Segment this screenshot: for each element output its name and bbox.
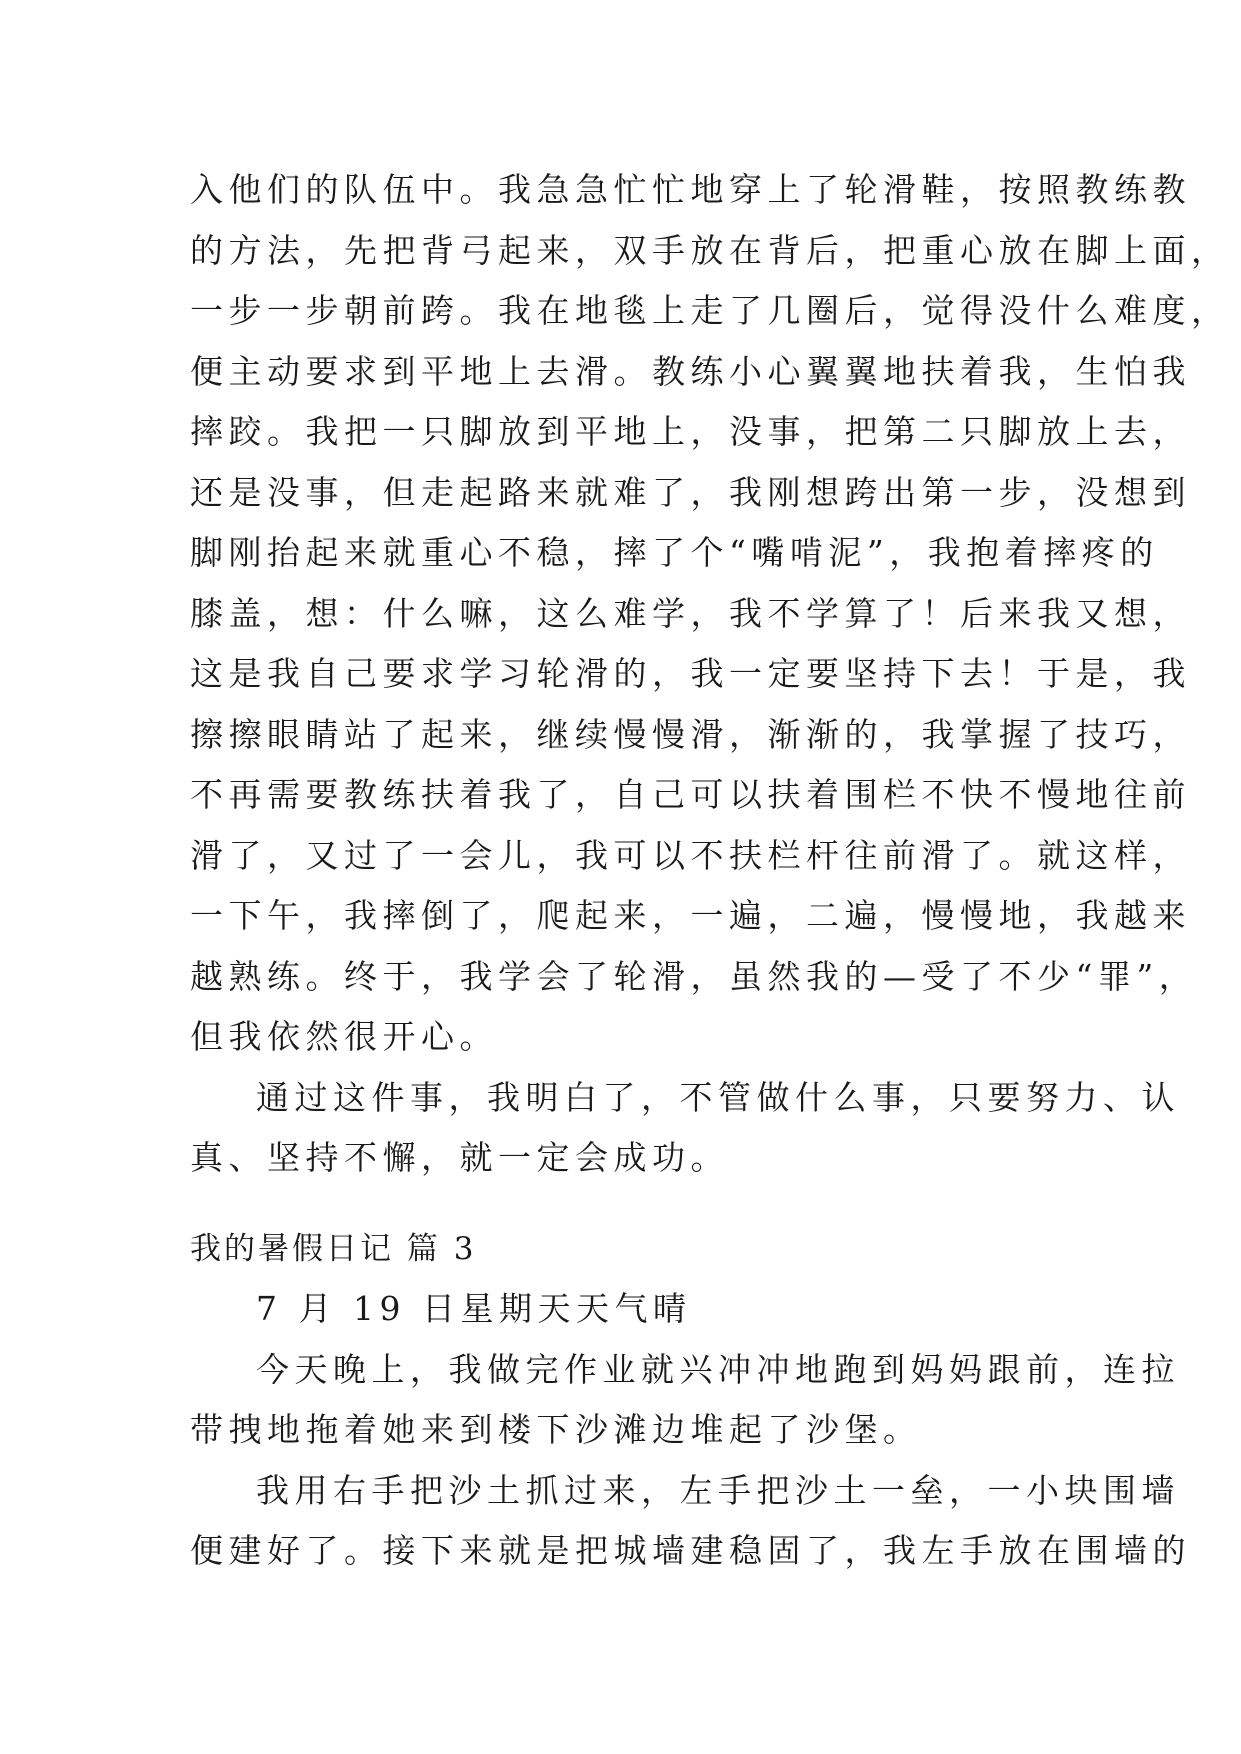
text-line: 越熟练。终于，我学会了轮滑，虽然我的—受了不少“罪”，: [190, 956, 1198, 996]
text-line: 摔跤。我把一只脚放到平地上，没事，把第二只脚放上去，: [190, 412, 1191, 451]
text-line: 滑了，又过了一会儿，我可以不扶栏杆往前滑了。就这样，: [190, 835, 1191, 875]
text-line: 今天晚上，我做完作业就兴冲冲地跑到妈妈跟前，连拉: [256, 1349, 1180, 1389]
text-line: 还是没事，但走起路来就难了，我刚想跨出第一步，没想到: [190, 472, 1191, 512]
document-page: [190, 160, 1230, 1582]
text-line: 便建好了。接下来就是把城墙建稳固了，我左手放在围墙的: [190, 1531, 1191, 1570]
text-line: 便主动要求到平地上去滑。教练小心翼翼地扶着我，生怕我: [190, 351, 1191, 391]
text-line: 这是我自己要求学习轮滑的，我一定要坚持下去！于是，我: [190, 654, 1191, 693]
paragraph-sandcastle: [190, 1461, 1191, 1582]
text-line: 擦擦眼睛站了起来，继续慢慢滑，渐渐的，我掌握了技巧，: [190, 714, 1191, 754]
text-line: 的方法，先把背弓起来，双手放在背后，把重心放在脚上面，: [190, 230, 1230, 270]
text-line: 但我依然很开心。: [190, 1017, 498, 1056]
section-spacer: [190, 1189, 1060, 1219]
section-heading: 我的暑假日记 篇 3: [190, 1230, 477, 1267]
text-line: 一下午，我摔倒了，爬起来，一遍，二遍，慢慢地，我越来: [190, 896, 1191, 935]
text-line: 一步一步朝前跨。我在地毯上走了几圈后，觉得没什么难度，: [190, 291, 1230, 330]
text-line: 通过这件事，我明白了，不管做什么事，只要努力、认: [256, 1077, 1180, 1117]
text-line: 膝盖，想：什么嘛，这么难学，我不学算了！后来我又想，: [190, 593, 1191, 633]
text-line: 真、坚持不懈，就一定会成功。: [190, 1138, 729, 1177]
paragraph-skating-story: [190, 160, 1230, 1068]
text-line: 带拽地拖着她来到楼下沙滩边堆起了沙堡。: [190, 1410, 922, 1449]
text-line: 不再需要教练扶着我了，自己可以扶着围栏不快不慢地往前: [190, 775, 1191, 814]
date-line: 7 月 19 日星期天天气晴: [256, 1289, 692, 1328]
paragraph-conclusion: [190, 1068, 1180, 1189]
text-line: 脚刚抬起来就重心不稳，摔了个“嘴啃泥”，我抱着摔疼的: [190, 533, 1159, 572]
text-line: 入他们的队伍中。我急急忙忙地穿上了轮滑鞋，按照教练教: [190, 170, 1191, 209]
text-line: 我用右手把沙土抓过来，左手把沙土一垒，一小块围墙: [256, 1470, 1180, 1510]
paragraph-evening: [190, 1340, 1180, 1461]
